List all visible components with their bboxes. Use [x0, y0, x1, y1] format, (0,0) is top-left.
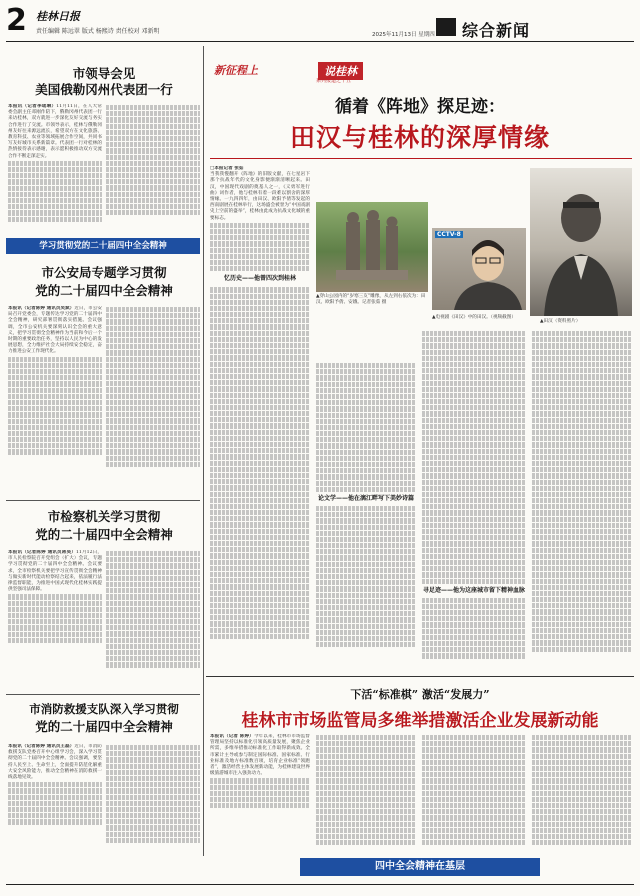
series-body: 当我我慢翻开《阵地》的旧版文献，在七星岩下那个抗战年代的文化身影便渐渐清晰起来。田汉，中国现代戏剧的奠基人之一，《义勇军进行曲》词作者，他与桂林有着一段难以割舍的深厚情缘。一九四四年，由田汉、欧阳予倩等发起的西南剧展在桂林举行，这场盛会被誉为“中国戏剧史上空前的盛举”，桂林由此成为抗战文化城的重要标志。: [210, 172, 310, 221]
article-body: 近日，市消防救援支队党委召开中心组学习会，深入学习贯彻党的二十届四中全会精神。会议强调，要坚持人民至上、生命至上，全面提升防范化解重大安全风险能力，推动全会精神在消防救援一线落地见效。: [8, 744, 102, 781]
photo-caption: ▲田汉（资料照片）: [540, 319, 581, 324]
masthead: [0, 0, 640, 44]
article-police-body: [8, 306, 102, 496]
portrait-figure: [530, 168, 632, 316]
article-fire-rescue-body: [8, 744, 102, 850]
article-title: 桂林市市场监管局多维举措激活企业发展新动能: [241, 711, 599, 731]
article-kicker: 下活“标准棋” 激活“发展力”: [350, 688, 490, 701]
article-byline: 本报讯（记者李瑶琳）: [8, 104, 57, 109]
article-market-body-col1: [210, 734, 310, 850]
article-market-body-col3: [422, 734, 526, 850]
article-byline: 本报讯（记者陈婷 通讯员蒋昊）: [8, 550, 76, 555]
article-leader-meeting-body-col2: [106, 104, 200, 230]
article-procuratorate-body-col2: [106, 550, 200, 690]
series-body-col1: [210, 166, 310, 666]
article-body: 今年以来，桂林市市场监督管理局坚持以标准化引领高质量发展，聚焦企业所需，多维举措推动标准化工作取得新成效。全市累计主导或参与制定国际标准、国家标准、行业标准及地方标准数百项，培育企业标准“领跑者”，激活经营主体发展新动能，为桂林建设世界级旅游城市注入强劲动力。: [210, 734, 310, 777]
series-body-col2: [316, 362, 416, 666]
paper-name: 桂林日报: [36, 10, 80, 23]
tv-logo: CCTV-8: [437, 231, 461, 238]
photo-caption: ▲电视剧《田汉》中的田汉。（视频截图）: [432, 315, 516, 320]
photo-tv-still: [432, 228, 526, 310]
article-title-line1: 市领导会见: [72, 66, 136, 81]
article-leader-meeting-body: [8, 104, 102, 230]
statues-figure: [316, 202, 428, 292]
series-title-main: 田汉与桂林的深厚情缘: [289, 123, 550, 152]
article-title-line1: 市消防救援支队深入学习贯彻: [29, 702, 179, 716]
series-body-col4: [532, 330, 632, 666]
series-body-col3: [422, 330, 526, 666]
article-title-line2: 党的二十届四中全会精神: [35, 719, 173, 734]
photo-caption: ▲穿山公园内的“岁寒三友”雕像，从左到右依次为：田汉、欧阳予倩、安娥。记者张茹 摄: [316, 294, 426, 305]
article-body: 近日，市公安局召开党委会，专题传达学习党的二十届四中全会精神，研究部署贯彻落实措施。会议强调，全市公安机关要深刻认识全会的重大意义，把学习贯彻全会精神作为当前和今后一个时期的重要政治任务，坚持以人民为中心的发展思想，全力维护社会大局持续安全稳定，奋力推进公安工作现代化。: [8, 306, 102, 355]
series-banner: [206, 62, 406, 86]
article-byline: 本报讯（记者陈婷 通讯员吴斌）: [8, 306, 75, 311]
article-byline: 本报讯（记者陈婷 通讯员王磊）: [8, 744, 75, 749]
section-title: 综合新闻: [462, 21, 531, 40]
staff-credits: 责任编辑 陈远翠 版式 杨熙诗 责任校对 邓新明: [36, 28, 160, 35]
topic-band: 学习贯彻党的二十届四中全会精神: [6, 238, 200, 254]
article-fire-rescue: [8, 700, 200, 736]
article-title-line1: 市公安局专题学习贯彻: [41, 265, 167, 280]
article-title-line2: 党的二十届四中全会精神: [35, 283, 173, 298]
series-subheading: 忆历史——他曾四次到桂林: [223, 275, 296, 283]
series-subheading: 论文学——他在漓江畔写下美妙诗篇: [317, 494, 414, 502]
article-leader-meeting: [8, 66, 200, 98]
article-title-line2: 美国俄勒冈州代表团一行: [35, 82, 173, 97]
article-market-body-col4: [532, 734, 632, 850]
issue-date: 2025年11月13日 星期四: [372, 32, 435, 38]
series-banner-left: 新征程上: [214, 64, 258, 77]
article-procuratorate: [8, 508, 200, 544]
series-byline: □本报记者 张茹: [210, 166, 244, 171]
article-title-line1: 市检察机关学习贯彻: [47, 509, 161, 524]
series-subheading: 寻足迹——他为这座城市留下精神血脉: [422, 586, 525, 594]
article-byline: 本报讯（记者 陈婷）: [210, 734, 254, 739]
series-title-top: 循着《阵地》探足迹：: [335, 97, 505, 117]
article-title-line2: 党的二十届四中全会精神: [35, 527, 173, 542]
page-number: 2: [6, 3, 27, 38]
article-fire-rescue-body-col2: [106, 744, 200, 850]
section-emblem: [436, 18, 456, 36]
photo-statues: [316, 202, 428, 292]
article-police: [8, 264, 200, 300]
article-procuratorate-body: [8, 550, 102, 690]
bottom-band: 四中全会精神在基层: [300, 858, 540, 876]
article-police-body-col2: [106, 306, 200, 496]
series-banner-sub: 系列报道之十五: [316, 78, 352, 84]
article-body: 11月12日，市人民检察院召开党组会（扩大）会议，专题学习贯彻党的二十届四中全会精神。会议要求，全市检察机关要把学习宣传贯彻全会精神与做实新时代能动检察结合起来，依法履行法律监督职能，为推进中国式现代化桂林实践提供坚强司法保障。: [8, 550, 102, 593]
article-market-body-col2: [316, 734, 416, 850]
tv-figure: [432, 228, 526, 310]
series-banner-right: 说桂林: [318, 62, 363, 80]
article-body: 11月11日，在人大常委会副主任邓刚作陪下，俄勒冈州代表团一行来访桂林，双方就进一步深化友好交流与务实合作进行了交流。市领导表示，桂林与俄勒冈州友好往来源远流长，希望双方在文化旅游、教育科技、农业等领域拓展合作空间，共同书写友好城市关系新篇章。代表团一行对桂林的热情接待表示感谢，表示愿积极推动双方交流合作不断走深走实。: [8, 104, 102, 159]
photo-tian-han: [530, 168, 632, 316]
